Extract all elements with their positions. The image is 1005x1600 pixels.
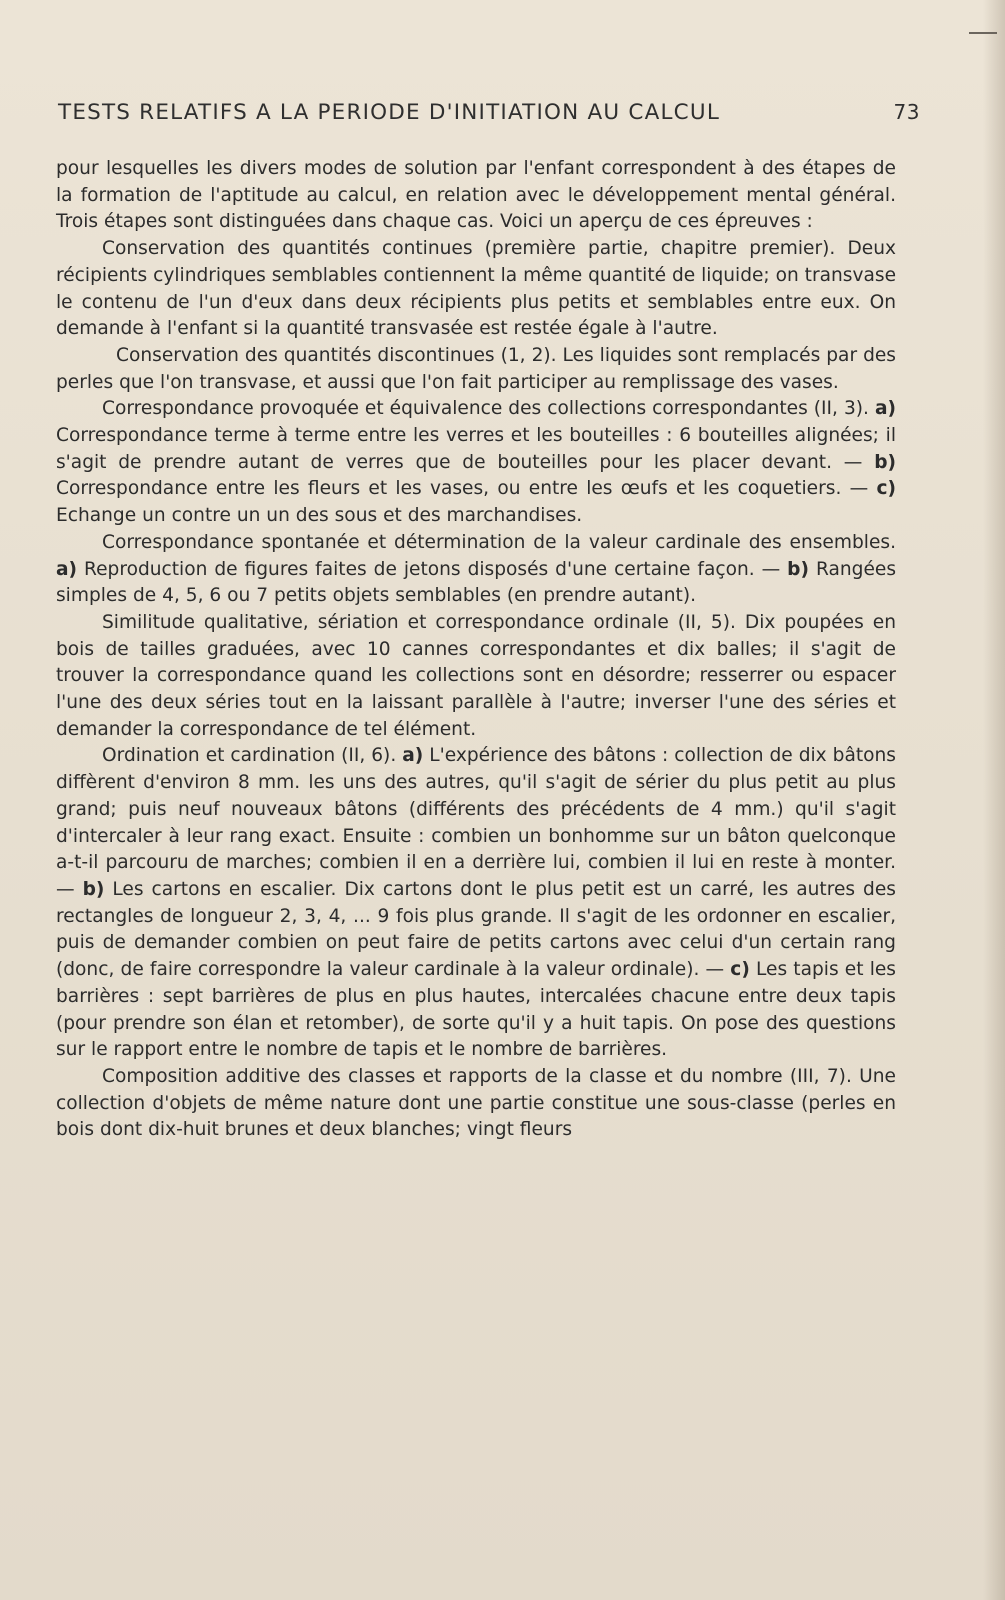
paragraph-text: Les tapis et les barrières : sept barrières de plus en plus hautes, intercalées chacune entre deux tapis (pour prendre son élan et retomber), de sorte qu'il y a huit tapis. On pose des questions sur le rapport entre le nombre de tapis et le nombre de barrières. xyxy=(56,959,896,1061)
paragraph-text: L'expérience des bâtons : collection de dix bâtons diffèrent d'environ 8 mm. les uns des autres, qu'il s'agit de sérier du plus petit au plus grand; puis neuf nouveaux bâtons (différents des précédents de 4 mm.) qu'il s'agit d'intercaler à leur rang exact. Ensuite : combien un bonhomme sur un bâton quelconque a-t-il parcouru de marches; combien il en a derrière lui, combien il lui en reste à monter. — xyxy=(56,745,896,900)
paragraph-text: Correspondance entre les fleurs et les vases, ou entre les œufs et les coquetiers. — xyxy=(56,478,877,500)
paragraph-8 xyxy=(56,1064,896,1144)
item-marker-a: a) xyxy=(56,558,78,580)
paragraph-text: Les cartons en escalier. Dix cartons dont le plus petit est un carré, les autres des rectangles de longueur 2, 3, 4, ... 9 fois plus grande. Il s'agit de les ordonner en escalier, puis de demander combien on peut faire de petits cartons avec celui d'un certain rang (donc, de faire correspondre la valeur cardinale à la valeur ordinale). — xyxy=(56,878,896,981)
item-marker-b: b) xyxy=(787,558,809,580)
item-marker-b: b) xyxy=(874,451,896,473)
paragraph-text: Similitude qualitative, sériation et correspondance ordinale (II, 5). Dix poupées en bois de tailles graduées, avec 10 cannes correspondantes et dix balles; il s'agit de trouver la correspondance quand les collections sont en désordre; resserrer ou espacer l'une des deux séries tout en la laissant parallèle à l'autre; inverser l'une des séries et demander la correspondance de tel élément. xyxy=(56,611,896,740)
paragraph-6 xyxy=(56,610,896,744)
paragraph-text: Rangées simples de 4, 5, 6 ou 7 petits objets semblables (en prendre autant). xyxy=(56,558,897,607)
paragraph-5 xyxy=(56,530,896,610)
paragraph-text: pour lesquelles les divers modes de solution par l'enfant correspondent à des étapes de la formation de l'aptitude au calcul, en relation avec le développement mental général. Trois étapes sont distinguées dans chaque cas. Voici un aperçu de ces épreuves : xyxy=(56,158,896,233)
paragraph-2 xyxy=(56,236,896,343)
item-marker-c: c) xyxy=(876,478,896,500)
paragraph-text: Conservation des quantités discontinues (1, 2). Les liquides sont remplacés par des perles que l'on transvase, et aussi que l'on fait participer au remplissage des vases. xyxy=(56,344,896,393)
paragraph-7 xyxy=(56,743,896,1063)
paragraph-text: Reproduction de figures faites de jetons disposés d'une certaine façon. — xyxy=(77,558,788,580)
page-edge-mark xyxy=(969,32,997,34)
item-marker-b: b) xyxy=(82,878,105,900)
running-header xyxy=(58,100,920,125)
paragraph-1 xyxy=(56,156,896,236)
paragraph-4 xyxy=(56,396,896,530)
page-number: 73 xyxy=(893,100,920,124)
running-title: TESTS RELATIFS A LA PERIODE D'INITIATION AU CALCUL xyxy=(58,100,720,125)
paragraph-3 xyxy=(56,343,896,396)
item-marker-a: a) xyxy=(402,745,424,767)
paragraph-text: Composition additive des classes et rapports de la classe et du nombre (III, 7). Une collection d'objets de même nature dont une partie constitue une sous-classe (perles en bois dont dix-huit brunes et deux blanches; vingt fleurs xyxy=(56,1065,896,1141)
paragraph-text: Correspondance provoquée et équivalence des collections correspondantes (II, 3). xyxy=(102,398,875,420)
paragraph-text: Echange un contre un un des sous et des marchandises. xyxy=(56,505,583,527)
paragraph-text: Correspondance terme à terme entre les verres et les bouteilles : 6 bouteilles alignées; il s'agit de prendre autant de verres que de bouteilles pour les placer devant. — xyxy=(56,425,896,473)
page-body xyxy=(56,156,896,1144)
item-marker-a: a) xyxy=(874,398,896,420)
paragraph-text: Correspondance spontanée et détermination de la valeur cardinale des ensembles. xyxy=(102,531,896,553)
paragraph-text: Conservation des quantités continues (première partie, chapitre premier). Deux récipients cylindriques semblables contiennent la même quantité de liquide; on transvase le contenu de l'un d'eux dans deux récipients plus petits et semblables entre eux. On demande à l'enfant si la quantité transvasée est restée égale à l'autre. xyxy=(56,238,897,340)
page-edge-shadow xyxy=(983,0,1005,1600)
item-marker-c: c) xyxy=(730,959,750,981)
paragraph-text: Ordination et cardination (II, 6). xyxy=(102,745,403,767)
